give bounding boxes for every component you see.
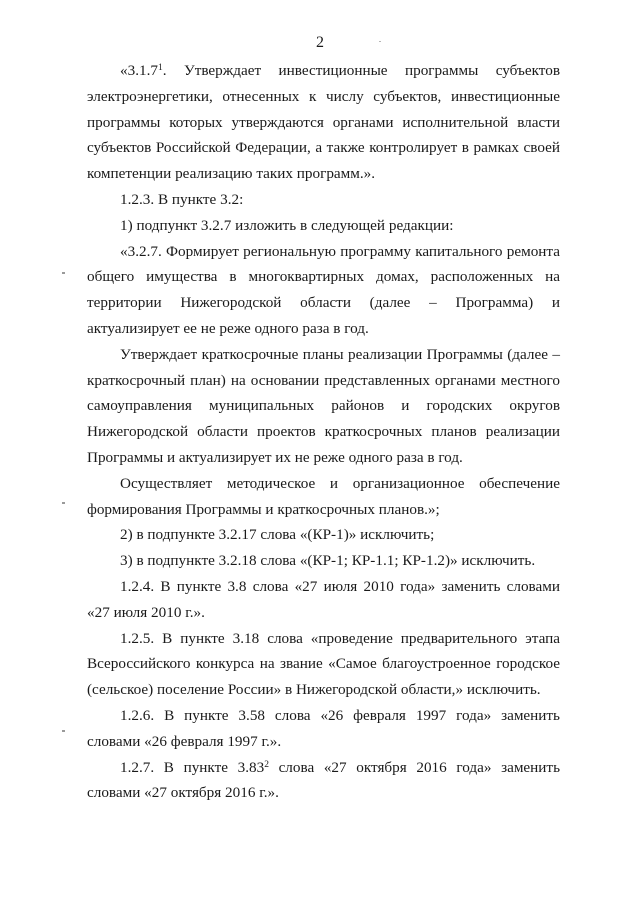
paragraph-text: 1.2.4. В пункте 3.8 слова «27 июля 2010 года» заменить словами «27 июля 2010 г.». (87, 577, 560, 621)
paragraph-text: 3) в подпункте 3.2.18 слова «(КР-1; КР-1.1; КР-1.2)» исключить. (120, 552, 536, 570)
paragraph-1-2-4 (87, 574, 560, 626)
paragraph-subitem-2 (87, 522, 560, 548)
paragraph-text: Утверждает краткосрочные планы реализации Программы (далее – краткосрочный план) на основании представленных органами местного самоуправления муниципальных районов и городских округов Нижегородской области проектов краткосрочных планов реализации Программы и актуализирует их не реже одного раза в год. (87, 345, 560, 466)
paragraph-subitem-3 (87, 548, 560, 574)
superscript: 1 (157, 62, 163, 73)
paragraph-1-2-3 (87, 187, 560, 213)
paragraph-short-term-plans (87, 342, 560, 471)
margin-mark (62, 502, 65, 504)
paragraph-1-2-7 (87, 755, 560, 807)
paragraph-subitem-1 (87, 213, 560, 239)
paragraph-text: 1.2.3. В пункте 3.2: (120, 190, 244, 208)
page-number: 2 (316, 34, 324, 51)
paragraph-3-2-7 (87, 239, 560, 342)
superscript: 2 (264, 759, 269, 770)
paragraph-1-2-6 (87, 703, 560, 755)
paragraph-text: «3.1.7 (120, 62, 158, 79)
paragraph-text: 1.2.6. В пункте 3.58 слова «26 февраля 1997 года» заменить словами «26 февраля 1997 г.». (87, 706, 560, 750)
paragraph-text: слова «27 октября 2016 года» заменить словами «27 октября 2016 г.». (87, 758, 560, 802)
paragraph-1-2-5 (87, 626, 560, 703)
paragraph-text: 2) в подпункте 3.2.17 слова «(КР-1)» исключить; (120, 526, 435, 544)
paragraph-text: . Утверждает инвестиционные программы субъектов электроэнергетики, отнесенных к числу субъектов, инвестиционные программы которых утверждаются органами исполнительной власти субъектов Российской Федерации, а также контролирует в рамках своей компетенции реализацию таких программ.». (87, 62, 560, 183)
paragraph-text: 1) подпункт 3.2.7 изложить в следующей редакции: (120, 216, 454, 234)
paragraph-text: 1.2.7. В пункте 3.83 (120, 758, 265, 776)
document-body (87, 58, 560, 806)
scan-speck (379, 41, 381, 42)
paragraph-methodical-support (87, 471, 560, 523)
paragraph-text: «3.2.7. Формирует региональную программу капитального ремонта общего имущества в многоквартирных домах, расположенных на территории Нижегородской области (далее – Программа) и актуализирует ее не реже одного раза в год. (87, 242, 560, 337)
margin-mark (62, 272, 65, 274)
paragraph-3-1-7 (87, 58, 560, 187)
paragraph-text: 1.2.5. В пункте 3.18 слова «проведение предварительного этапа Всероссийского конкурса на звание «Самое благоустроенное городское (сельское) поселение России» в Нижегородской области,» исключить. (87, 629, 560, 699)
margin-mark (62, 730, 65, 732)
paragraph-text: Осуществляет методическое и организационное обеспечение формирования Программы и краткосрочных планов.»; (87, 474, 560, 518)
